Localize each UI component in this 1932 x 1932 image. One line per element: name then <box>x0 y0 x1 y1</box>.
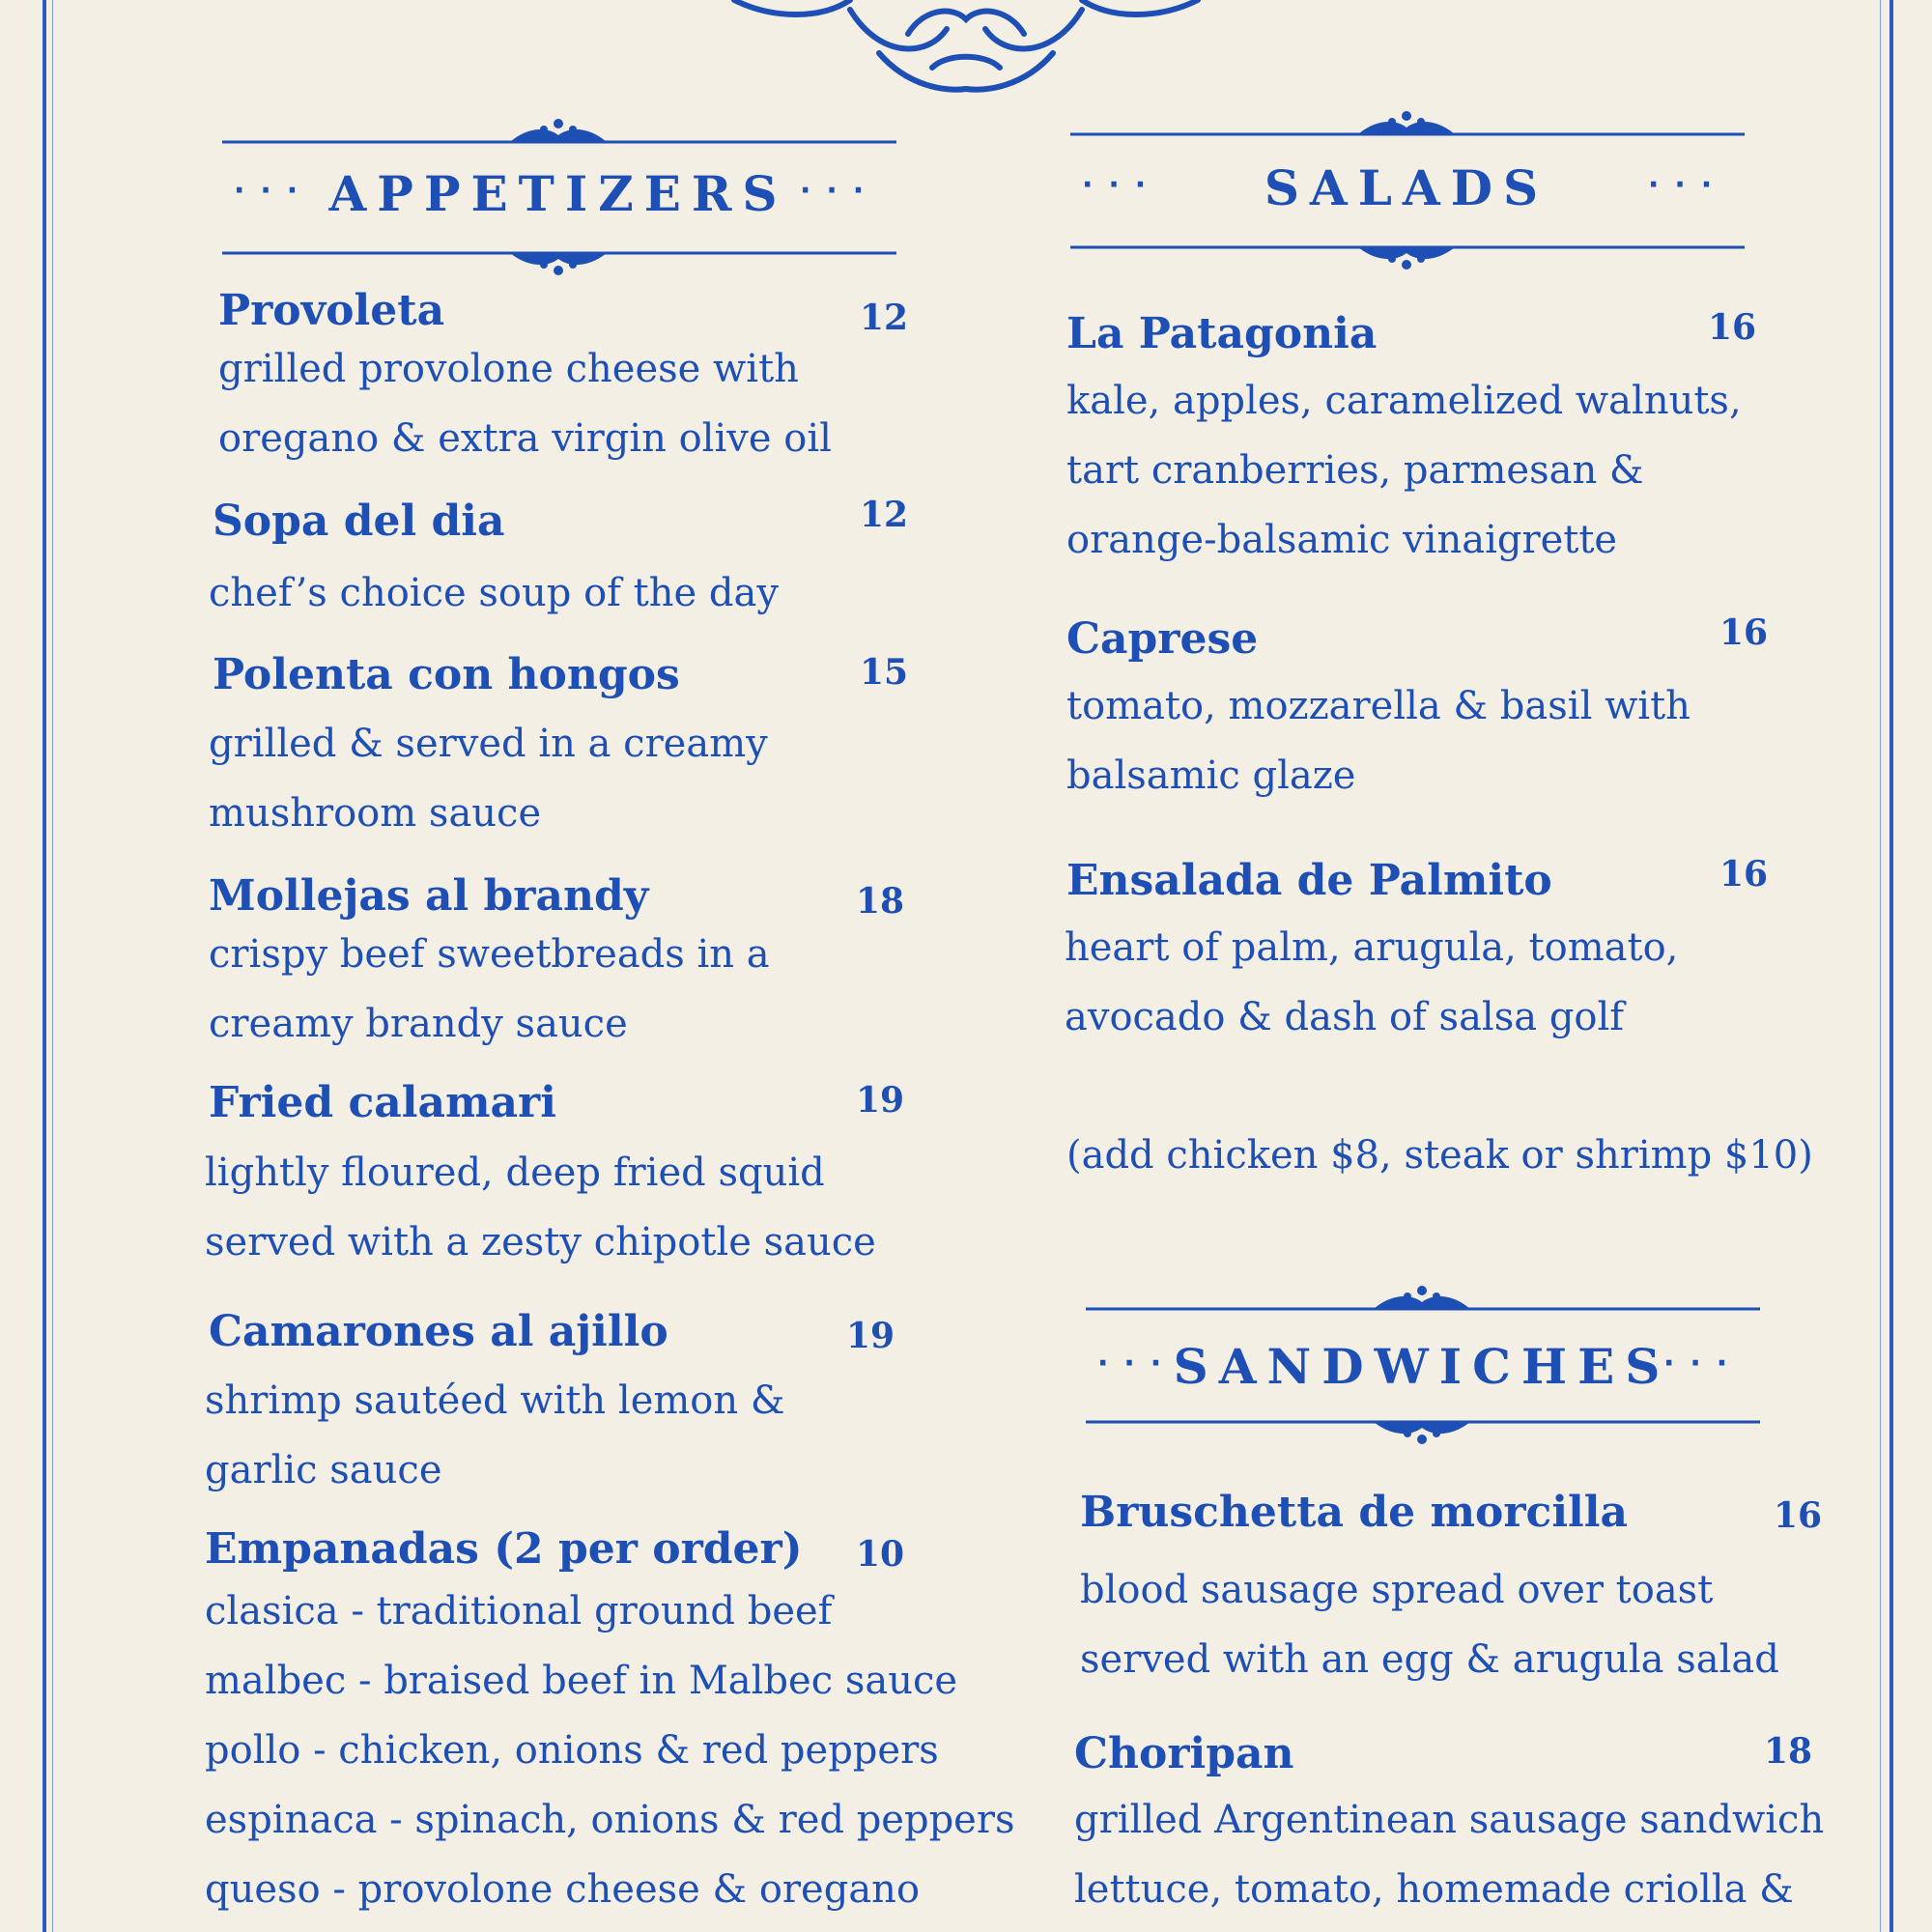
menu-item-description: heart of palm, arugula, tomato, avocado & dash of salsa golf <box>1065 925 1679 1039</box>
menu-item-price: 12 <box>860 298 909 338</box>
appetizers-dots-right: ··· <box>800 174 880 208</box>
sandwiches-header <box>1084 1281 1760 1421</box>
left-border <box>43 0 46 1932</box>
menu-item-description: shrimp sautéed with lemon & garlic sauce <box>205 1378 785 1492</box>
right-border-inner <box>1880 0 1881 1932</box>
menu-item-price: 15 <box>860 652 909 693</box>
menu-item-price: 18 <box>856 881 905 922</box>
appetizers-title: APPETIZERS <box>328 165 788 222</box>
appetizers-dots-left: ··· <box>234 174 314 208</box>
salads-header <box>1068 106 1745 246</box>
menu-item-price: 18 <box>1764 1731 1813 1772</box>
menu-item-price: 12 <box>860 495 909 535</box>
left-border-inner <box>52 0 53 1932</box>
sandwiches-dots-left: ··· <box>1097 1347 1178 1380</box>
menu-item-description: grilled provolone cheese with oregano & extra virgin olive oil <box>218 347 832 461</box>
menu-item-description: kale, apples, caramelized walnuts, tart cranberries, parmesan & orange-balsamic vinaigrette <box>1066 379 1742 562</box>
menu-item-name: La Patagonia <box>1066 309 1378 358</box>
menu-item-name: Ensalada de Palmito <box>1066 856 1552 905</box>
menu-item-name: Provoleta <box>218 286 445 335</box>
menu-item-price: 19 <box>856 1080 905 1121</box>
menu-item-name: Sopa del dia <box>213 497 505 546</box>
menu-item-price: 10 <box>856 1534 905 1575</box>
menu-item-description: tomato, mozzarella & basil with balsamic glaze <box>1066 684 1690 798</box>
top-flourish-ornament <box>715 0 1217 97</box>
menu-item-name: Caprese <box>1066 614 1259 664</box>
menu-item-price: 16 <box>1719 854 1769 895</box>
menu-item-name: Fried calamari <box>209 1078 556 1127</box>
menu-item-price: 16 <box>1719 612 1769 653</box>
sandwiches-dots-right: ··· <box>1663 1347 1744 1380</box>
menu-item-description: grilled & served in a creamy mushroom sauce <box>209 722 768 836</box>
menu-item-name: Camarones al ajillo <box>209 1307 668 1356</box>
menu-item-description: chef’s choice soup of the day <box>209 571 779 615</box>
menu-item-name: Mollejas al brandy <box>209 871 649 921</box>
menu-item-description: crispy beef sweetbreads in a creamy brandy sauce <box>209 932 770 1046</box>
salads-addon-note: (add chicken $8, steak or shrimp $10) <box>1066 1133 1813 1178</box>
menu-item-description: grilled Argentinean sausage sandwich lettuce, tomato, homemade criolla & <box>1074 1798 1825 1912</box>
menu-item-name: Choripan <box>1074 1729 1294 1778</box>
menu-item-price: 19 <box>846 1316 895 1356</box>
menu-item-name: Empanadas (2 per order) <box>205 1524 803 1574</box>
salads-dots-left: ··· <box>1082 168 1162 202</box>
menu-item-name: Bruschetta de morcilla <box>1080 1488 1628 1537</box>
menu-item-description: clasica - traditional ground beef malbec - braised beef in Malbec sauce pollo - chicken, onions & red peppers espinaca - spinach, onions & red peppers queso - provolone cheese & oregano <box>205 1589 1015 1912</box>
menu-item-name: Polenta con hongos <box>213 650 680 699</box>
menu-item-price: 16 <box>1774 1495 1823 1536</box>
right-border <box>1889 0 1893 1932</box>
menu-item-description: blood sausage spread over toast served with an egg & arugula salad <box>1080 1568 1779 1682</box>
salads-dots-right: ··· <box>1648 168 1728 202</box>
menu-item-description: lightly floured, deep fried squid served with a zesty chipotle sauce <box>205 1151 876 1264</box>
sandwiches-title: SANDWICHES <box>1173 1338 1671 1395</box>
menu-item-price: 16 <box>1708 307 1757 348</box>
appetizers-header <box>220 114 896 254</box>
salads-title: SALADS <box>1264 159 1549 216</box>
